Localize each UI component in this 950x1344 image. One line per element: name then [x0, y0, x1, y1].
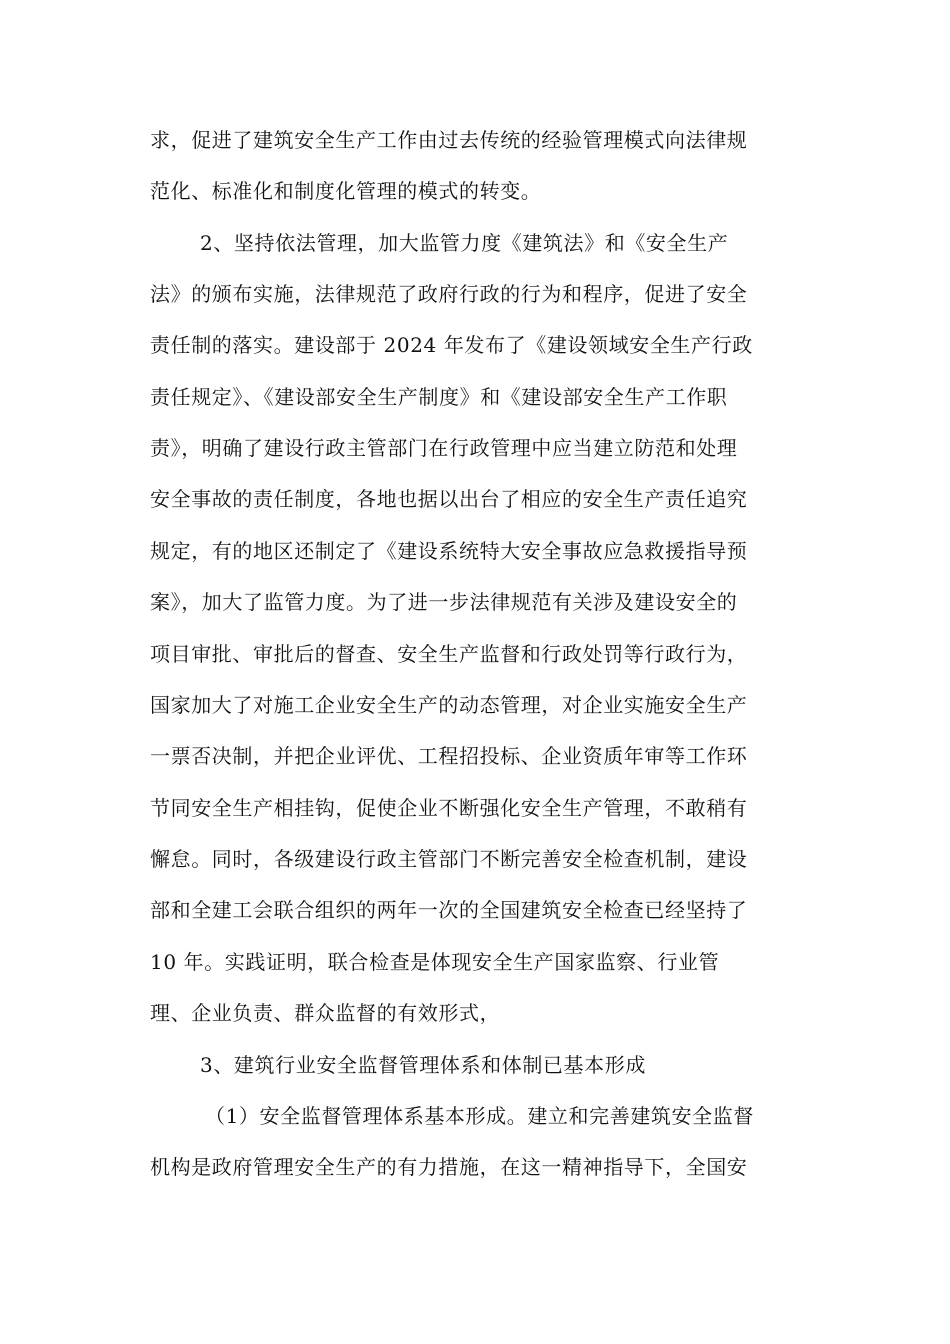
paragraph-heading-2: 2、坚持依法管理，加大监管力度《建筑法》和《安全生产 — [200, 231, 729, 255]
subheading-1: （1）安全监督管理体系基本形成。建立和完善建筑安全监督 — [205, 1104, 754, 1128]
text-line: 安全事故的责任制度，各地也据以出台了相应的安全生产责任追究 — [150, 487, 748, 511]
text-line: 机构是政府管理安全生产的有力措施，在这一精神指导下，全国安 — [150, 1155, 748, 1179]
text-line: 理、企业负责、群众监督的有效形式， — [150, 1001, 501, 1025]
text-line: 案》，加大了监管力度。为了进一步法律规范有关涉及建设安全的 — [150, 590, 738, 614]
text-line: 项目审批、审批后的督查、安全生产监督和行政处罚等行政行为， — [150, 642, 748, 666]
text-line: 10 年。实践证明，联合检查是体现安全生产国家监察、行业管 — [150, 950, 720, 974]
text-line: 责任制的落实。建设部于 2024 年发布了《建设领域安全生产行政 — [150, 333, 753, 357]
text-line: 节同安全生产相挂钩，促使企业不断强化安全生产管理，不敢稍有 — [150, 796, 748, 820]
paragraph-heading-3: 3、建筑行业安全监督管理体系和体制已基本形成 — [200, 1053, 646, 1077]
text-line: 规定，有的地区还制定了《建设系统特大安全事故应急救援指导预 — [150, 539, 748, 563]
text-line: 国家加大了对施工企业安全生产的动态管理，对企业实施安全生产 — [150, 693, 748, 717]
text-line: 一票否决制，并把企业评优、工程招投标、企业资质年审等工作环 — [150, 744, 748, 768]
text-line: 范化、标准化和制度化管理的模式的转变。 — [150, 179, 542, 203]
text-line: 责》，明确了建设行政主管部门在行政管理中应当建立防范和处理 — [150, 436, 738, 460]
text-line: 部和全建工会联合组织的两年一次的全国建筑安全检查已经坚持了 — [150, 898, 748, 922]
text-line: 求，促进了建筑安全生产工作由过去传统的经验管理模式向法律规 — [150, 128, 748, 152]
text-line: 懈怠。同时，各级建设行政主管部门不断完善安全检查机制，建设 — [150, 847, 748, 871]
text-line: 法》的颁布实施，法律规范了政府行政的行为和程序，促进了安全 — [150, 282, 748, 306]
text-line: 责任规定》、《建设部安全生产制度》和《建设部安全生产工作职 — [150, 385, 728, 409]
